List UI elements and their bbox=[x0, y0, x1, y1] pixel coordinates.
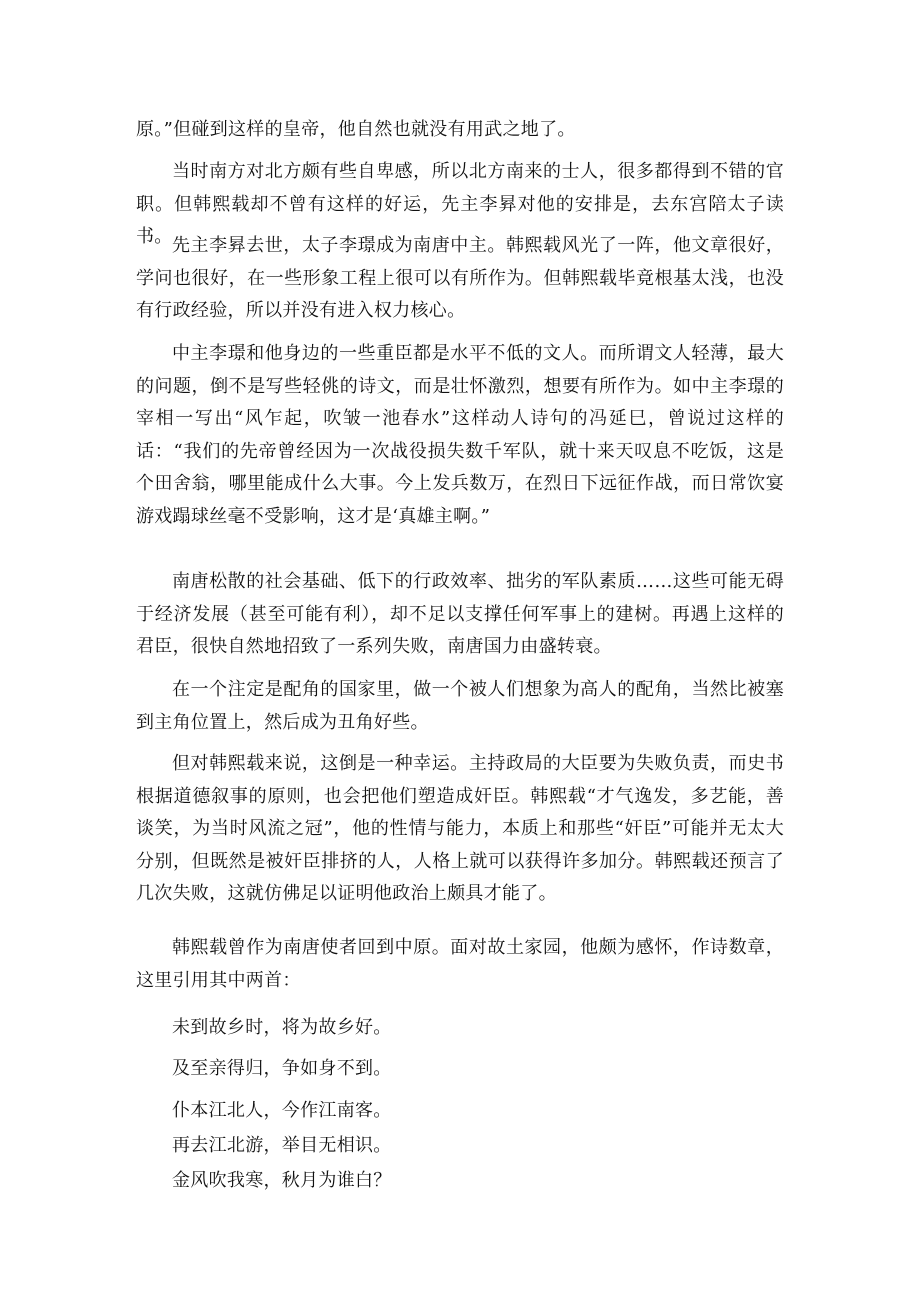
poem-line-1: 未到故乡时，将为故乡好。 bbox=[172, 1017, 392, 1038]
poem-line-5: 金风吹我寒，秋月为谁白？ bbox=[172, 1170, 392, 1191]
poem-line-4: 再去江北游，举目无相识。 bbox=[172, 1135, 392, 1156]
paragraph-2: 当时南方对北方颇有些自卑感，所以北方南来的士人，很多都得到不错的官职。但韩熙载却不曾有这样的好运，先主李昪对他的安排是，去东宫陪太子读书。 bbox=[136, 161, 784, 248]
paragraph-6: 在一个注定是配角的国家里，做一个被人们想象为高人的配角，当然比被塞到主角位置上，然后成为丑角好些。 bbox=[136, 679, 784, 733]
paragraph-4: 中主李璟和他身边的一些重臣都是水平不低的文人。而所谓文人轻薄，最大的问题，倒不是写些轻佻的诗文，而是壮怀激烈，想要有所作为。如中主李璟的宰相一写出“风乍起，吹皱一池春水”这样动人诗句的冯延巳，曾说过这样的话：“我们的先帝曾经因为一次战役损失数千军队，就十来天叹息不吃饭，这是个田舍翁，哪里能成什么大事。今上发兵数万，在烈日下远征作战，而日常饮宴游戏蹋球丝毫不受影响，这才是‘真雄主啊。” bbox=[136, 343, 784, 527]
paragraph-1: 原。”但碰到这样的皇帝，他自然也就没有用武之地了。 bbox=[136, 119, 576, 140]
paragraph-7: 但对韩熙载来说，这倒是一种幸运。主持政局的大臣要为失败负责，而史书根据道德叙事的原则，也会把他们塑造成奸臣。韩熙载“才气逸发，多艺能，善谈笑，为当时风流之冠”，他的性情与能力，本质上和那些“奸臣”可能并无太大分别，但既然是被奸臣排挤的人，人格上就可以获得许多加分。韩熙载还预言了几次失败，这就仿佛足以证明他政治上颇具才能了。 bbox=[136, 753, 784, 905]
paragraph-8: 韩熙载曾作为南唐使者回到中原。面对故土家园，他颇为感怀，作诗数章，这里引用其中两首： bbox=[136, 937, 784, 991]
paragraph-3: 先主李昪去世，太子李璟成为南唐中主。韩熙载风光了一阵，他文章很好，学问也很好，在一些形象工程上很可以有所作为。但韩熙载毕竟根基太浅，也没有行政经验，所以并没有进入权力核心。 bbox=[136, 235, 784, 322]
poem-line-3: 仆本江北人，今作江南客。 bbox=[172, 1100, 392, 1121]
poem-line-2: 及至亲得归，争如身不到。 bbox=[172, 1058, 392, 1079]
paragraph-5: 南唐松散的社会基础、低下的行政效率、拙劣的军队素质……这些可能无碍于经济发展（甚至可能有利），却不足以支撑任何军事上的建树。再遇上这样的君臣，很快自然地招致了一系列失败，南唐国力由盛转衰。 bbox=[136, 571, 784, 658]
